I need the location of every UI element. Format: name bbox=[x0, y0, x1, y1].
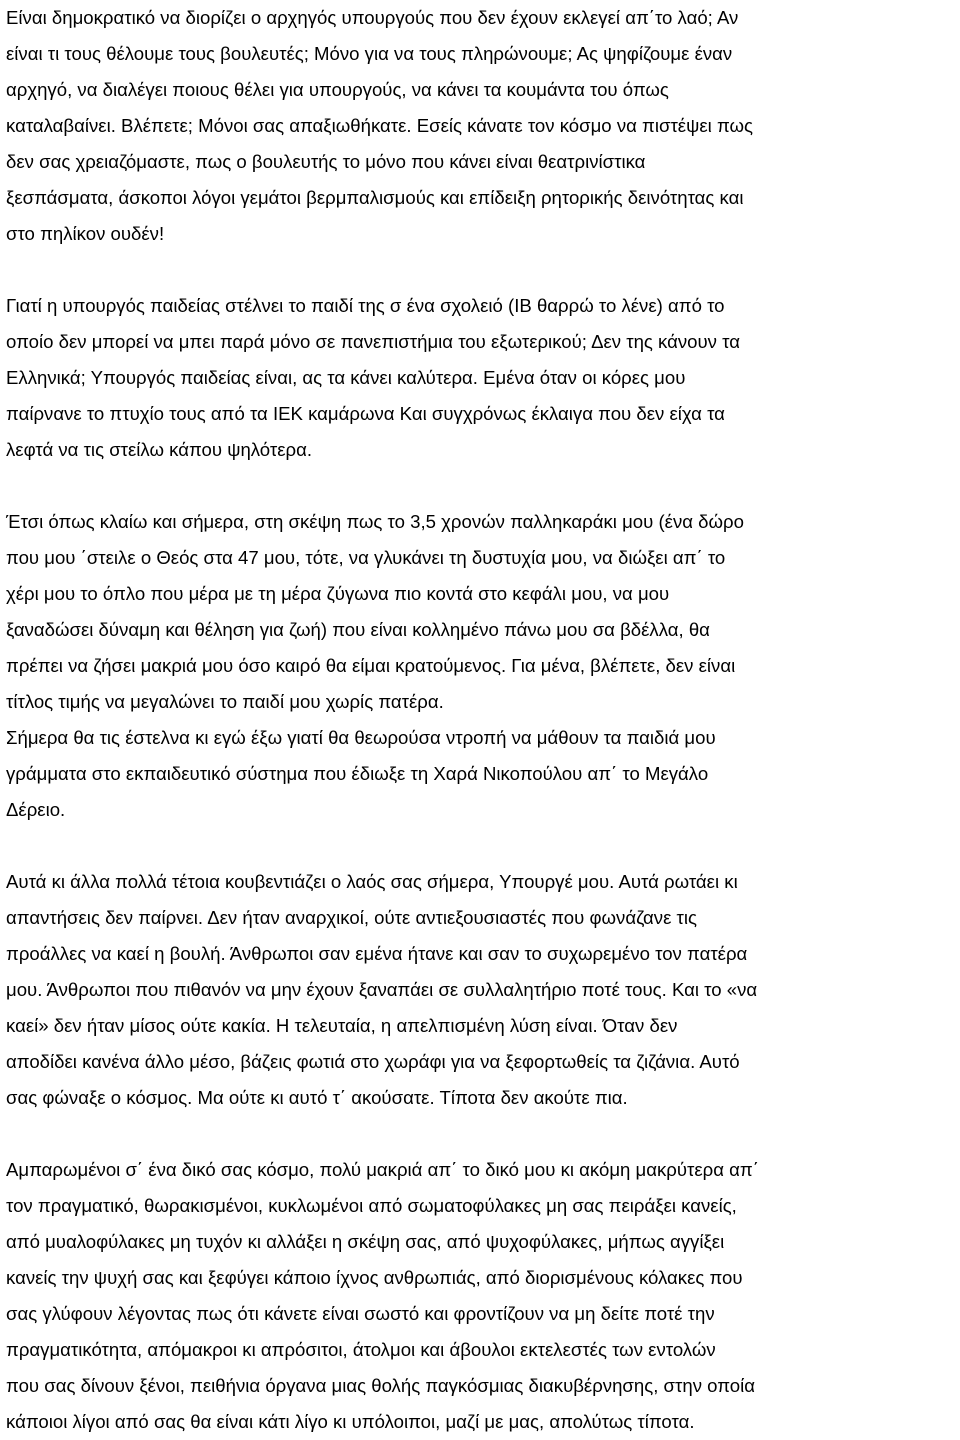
text-line: πρέπει να ζήσει μακριά μου όσο καιρό θα είμαι κρατούμενος. Για μένα, βλέπετε, δεν είναι bbox=[6, 655, 736, 676]
text-line: λεφτά να τις στείλω κάπου ψηλότερα. bbox=[6, 439, 313, 460]
text-line: σας γλύφουν λέγοντας πως ότι κάνετε είναι σωστό και φροντίζουν να μη δείτε ποτέ την bbox=[6, 1303, 715, 1324]
document-page bbox=[6, 0, 958, 1440]
text-line: τίτλος τιμής να μεγαλώνει το παιδί μου χωρίς πατέρα. bbox=[6, 691, 444, 712]
text-line: τον πραγματικό, θωρακισμένοι, κυκλωμένοι από σωματοφύλακες μη σας πειράξει κανείς, bbox=[6, 1195, 737, 1216]
paragraph-5 bbox=[6, 1152, 958, 1440]
text-line: οποίο δεν μπορεί να μπει παρά μόνο σε πανεπιστήμια του εξωτερικού; Δεν της κάνουν τα bbox=[6, 331, 740, 352]
paragraph-spacer bbox=[6, 468, 958, 504]
paragraph-spacer bbox=[6, 828, 958, 864]
text-line: μου. Άνθρωποι που πιθανόν να μην έχουν ξαναπάει σε συλλαλητήριο ποτέ τους. Και το «να bbox=[6, 979, 758, 1000]
text-line: κάποιοι λίγοι από σας θα είναι κάτι λίγο κι υπόλοιποι, μαζί με μας, απολύτως τίποτα. bbox=[6, 1411, 695, 1432]
text-line: Σήμερα θα τις έστελνα κι εγώ έξω γιατί θα θεωρούσα ντροπή να μάθουν τα παιδιά μου bbox=[6, 727, 716, 748]
text-line: καταλαβαίνει. Βλέπετε; Μόνοι σας απαξιωθήκατε. Εσείς κάνατε τον κόσμο να πιστέψει πως bbox=[6, 115, 753, 136]
text-line: κανείς την ψυχή σας και ξεφύγει κάποιο ίχνος ανθρωπιάς, από διορισμένους κόλακες που bbox=[6, 1267, 743, 1288]
text-line: είναι τι τους θέλουμε τους βουλευτές; Μόνο για να τους πληρώνουμε; Ας ψηφίζουμε έναν bbox=[6, 43, 733, 64]
text-line: χέρι μου το όπλο που μέρα με τη μέρα ζύγωνα πιο κοντά στο κεφάλι μου, να μου bbox=[6, 583, 670, 604]
text-line: παίρνανε το πτυχίο τους από τα ΙΕΚ καμάρωνα Και συγχρόνως έκλαιγα που δεν είχα τα bbox=[6, 403, 725, 424]
text-line: δεν σας χρειαζόμαστε, πως ο βουλευτής το μόνο που κάνει είναι θεατρινίστικα bbox=[6, 151, 646, 172]
paragraph-2 bbox=[6, 288, 958, 468]
text-line: αρχηγό, να διαλέγει ποιους θέλει για υπουργούς, να κάνει τα κουμάντα του όπως bbox=[6, 79, 669, 100]
text-line: καεί» δεν ήταν μίσος ούτε κακία. Η τελευταία, η απελπισμένη λύση είναι. Όταν δεν bbox=[6, 1015, 678, 1036]
text-line: που μου ΄στειλε ο Θεός στα 47 μου, τότε, να γλυκάνει τη δυστυχία μου, να διώξει απ΄ το bbox=[6, 547, 726, 568]
text-line: Γιατί η υπουργός παιδείας στέλνει το παιδί της σ ένα σχολειό (IB θαρρώ το λένε) από το bbox=[6, 295, 725, 316]
text-line: που σας δίνουν ξένοι, πειθήνια όργανα μιας θολής παγκόσμιας διακυβέρνησης, στην οποία bbox=[6, 1375, 756, 1396]
text-line: απαντήσεις δεν παίρνει. Δεν ήταν αναρχικοί, ούτε αντιεξουσιαστές που φωνάζανε τις bbox=[6, 907, 697, 928]
text-line: Αυτά κι άλλα πολλά τέτοια κουβεντιάζει ο λαός σας σήμερα, Υπουργέ μου. Αυτά ρωτάει κι bbox=[6, 871, 738, 892]
text-line: ξαναδώσει δύναμη και θέληση για ζωή) που είναι κολλημένο πάνω μου σα βδέλλα, θα bbox=[6, 619, 710, 640]
text-line: από μυαλοφύλακες μη τυχόν κι αλλάξει η σκέψη σας, από ψυχοφύλακες, μήπως αγγίξει bbox=[6, 1231, 725, 1252]
text-line: πραγματικότητα, απόμακροι κι απρόσιτοι, άτολμοι και άβουλοι εκτελεστές των εντολών bbox=[6, 1339, 716, 1360]
text-line: Δέρειο. bbox=[6, 799, 66, 820]
text-line: αποδίδει κανένα άλλο μέσο, βάζεις φωτιά στο χωράφι για να ξεφορτωθείς τα ζιζάνια. Αυτό bbox=[6, 1051, 740, 1072]
text-line: προάλλες να καεί η βουλή. Άνθρωποι σαν εμένα ήτανε και σαν το συχωρεμένο τον πατέρα bbox=[6, 943, 748, 964]
text-line: Είναι δημοκρατικό να διορίζει ο αρχηγός υπουργούς που δεν έχουν εκλεγεί απ΄το λαό; Αν bbox=[6, 7, 739, 28]
paragraph-1 bbox=[6, 0, 958, 252]
text-line: Έτσι όπως κλαίω και σήμερα, στη σκέψη πως το 3,5 χρονών παλληκαράκι μου (ένα δώρο bbox=[6, 511, 744, 532]
text-line: Αμπαρωμένοι σ΄ ένα δικό σας κόσμο, πολύ μακριά απ΄ το δικό μου κι ακόμη μακρύτερα απ΄ bbox=[6, 1159, 759, 1180]
paragraph-3 bbox=[6, 504, 958, 828]
text-line: Ελληνικά; Υπουργός παιδείας είναι, ας τα κάνει καλύτερα. Εμένα όταν οι κόρες μου bbox=[6, 367, 686, 388]
text-line: γράμματα στο εκπαιδευτικό σύστημα που έδιωξε τη Χαρά Νικοπούλου απ΄ το Μεγάλο bbox=[6, 763, 709, 784]
text-line: ξεσπάσματα, άσκοποι λόγοι γεμάτοι βερμπαλισμούς και επίδειξη ρητορικής δεινότητας και bbox=[6, 187, 744, 208]
text-line: στο πηλίκον ουδέν! bbox=[6, 223, 165, 244]
paragraph-spacer bbox=[6, 1116, 958, 1152]
paragraph-4 bbox=[6, 864, 958, 1116]
text-line: σας φώναξε ο κόσμος. Μα ούτε κι αυτό τ΄ ακούσατε. Τίποτα δεν ακούτε πια. bbox=[6, 1087, 628, 1108]
paragraph-spacer bbox=[6, 252, 958, 288]
